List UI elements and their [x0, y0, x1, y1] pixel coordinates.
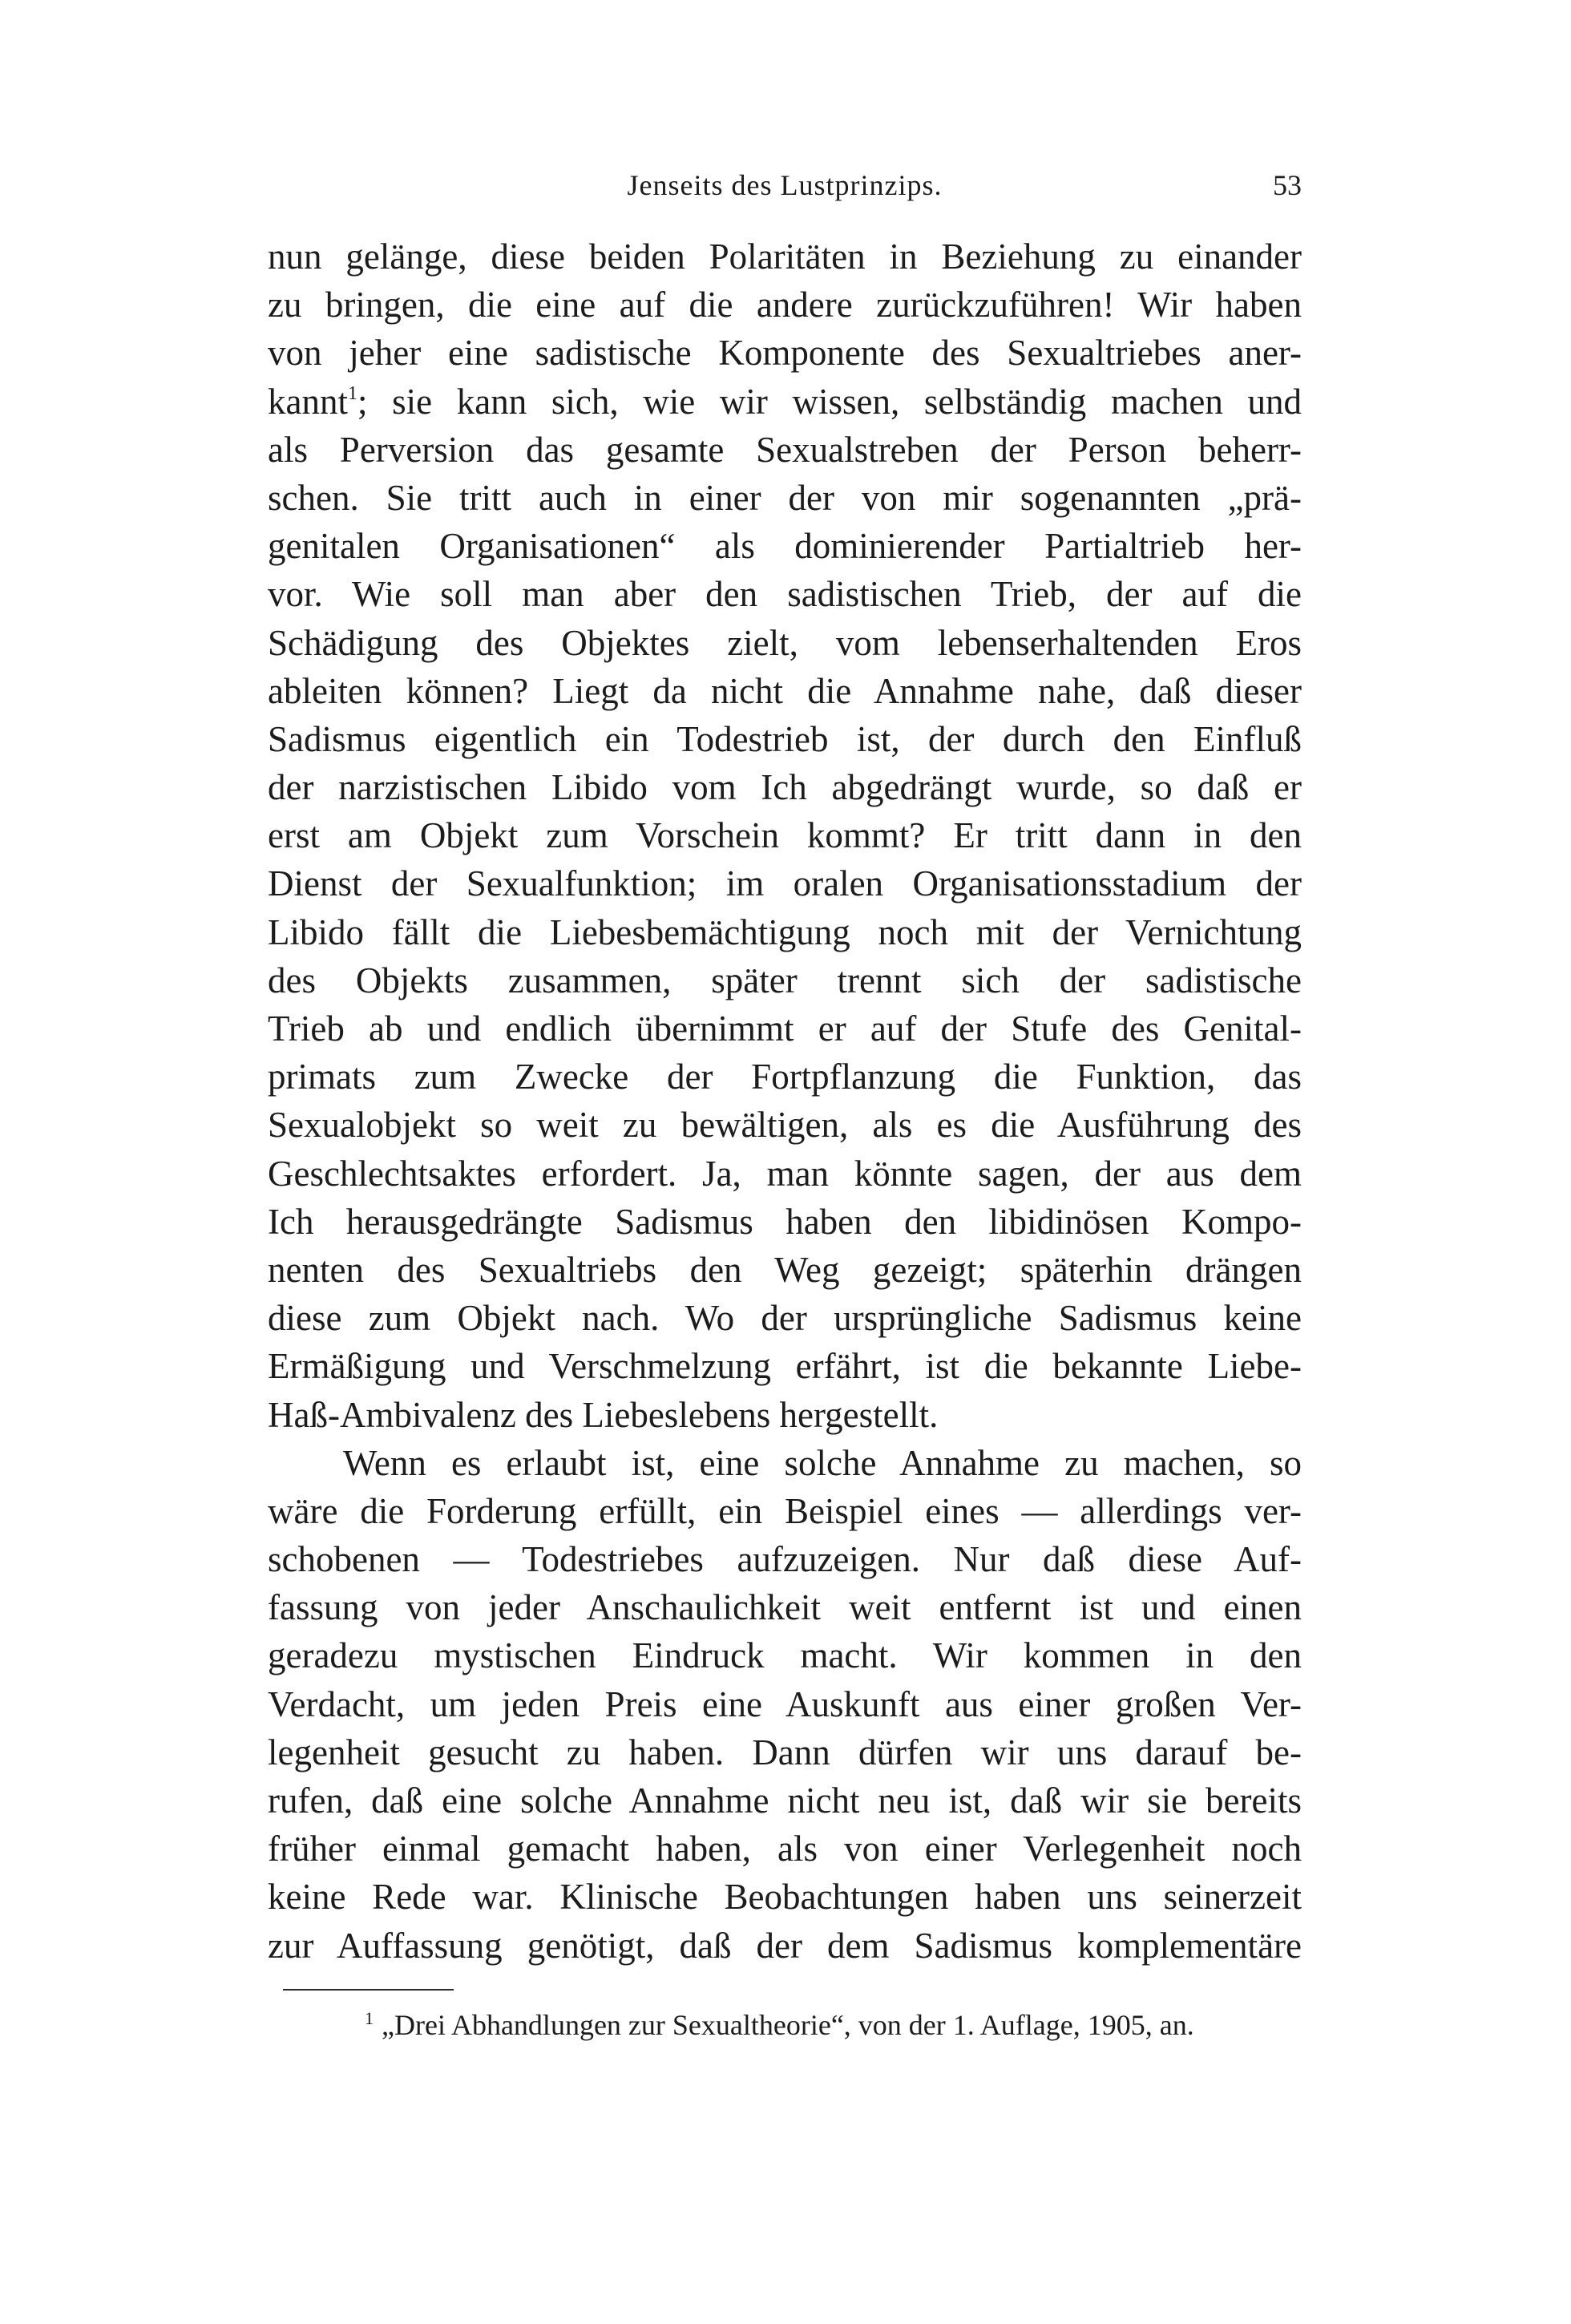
main-text	[268, 232, 1302, 1970]
text-line: geradezu mystischen Eindruck macht. Wir kommen in den	[268, 1635, 1302, 1676]
text-line: ableiten können? Liegt da nicht die Annahme nahe, daß dieser	[268, 670, 1302, 711]
text-line: wäre die Forderung erfüllt, ein Beispiel eines — allerdings ver-	[268, 1490, 1302, 1531]
text-segment: kannt	[268, 381, 348, 422]
text-line: der narzistischen Libido vom Ich abgedrängt wurde, so daß er	[268, 767, 1302, 808]
paragraph	[268, 1439, 1302, 1970]
text-line: rufen, daß eine solche Annahme nicht neu ist, daß wir sie bereits	[268, 1780, 1302, 1821]
text-line: Sadismus eigentlich ein Todestrieb ist, der durch den Einfluß	[268, 718, 1302, 759]
running-title: Jenseits des Lustprinzips.	[627, 169, 943, 201]
footnote	[365, 2008, 1194, 2042]
text-line: vor. Wie soll man aber den sadistischen Trieb, der auf die	[268, 574, 1302, 615]
text-line: erst am Objekt zum Vorschein kommt? Er tritt dann in den	[268, 815, 1302, 856]
text-line: des Objekts zusammen, später trennt sich der sadistische	[268, 960, 1302, 1000]
text-line: legenheit gesucht zu haben. Dann dürfen wir uns darauf be-	[268, 1732, 1302, 1772]
text-line: als Perversion das gesamte Sexualstreben der Person beherr-	[268, 429, 1302, 470]
text-line: von jeher eine sadistische Komponente des Sexualtriebes aner-	[268, 333, 1302, 374]
footnote-marker: 1	[365, 2008, 374, 2028]
text-line: Schädigung des Objektes zielt, vom lebenserhaltenden Eros	[268, 622, 1302, 663]
text-line: schobenen — Todestriebes aufzuzeigen. Nur daß diese Auf-	[268, 1539, 1302, 1580]
text-line: zu bringen, die eine auf die andere zurückzuführen! Wir haben	[268, 285, 1302, 325]
text-line: nun gelänge, diese beiden Polaritäten in Beziehung zu einander	[268, 236, 1302, 277]
text-line: Libido fällt die Liebesbemächtigung noch mit der Vernichtung	[268, 911, 1302, 952]
text-line: zur Auffassung genötigt, daß der dem Sadismus komplementäre	[268, 1925, 1302, 1966]
text-line: Trieb ab und endlich übernimmt er auf der Stufe des Genital-	[268, 1008, 1302, 1049]
page-number: 53	[1273, 169, 1302, 201]
footnote-text: „Drei Abhandlungen zur Sexualtheorie“, von der 1. Auflage, 1905, an.	[382, 2009, 1194, 2041]
text-line: fassung von jeder Anschaulichkeit weit entfernt ist und einen	[268, 1587, 1302, 1628]
text-line: Verdacht, um jeden Preis eine Auskunft aus einer großen Ver-	[268, 1683, 1302, 1724]
text-line	[268, 378, 1302, 426]
text-line: keine Rede war. Klinische Beobachtungen haben uns seinerzeit	[268, 1877, 1302, 1918]
text-line: primats zum Zwecke der Fortpflanzung die Funktion, das	[268, 1057, 1302, 1097]
text-segment: ; sie kann sich, wie wir wissen, selbständig machen und	[357, 381, 1302, 422]
footnote-reference: 1	[347, 382, 357, 404]
text-line: schen. Sie tritt auch in einer der von mir sogenannten „prä-	[268, 477, 1302, 518]
text-line: Dienst der Sexualfunktion; im oralen Organisationsstadium der	[268, 863, 1302, 904]
text-line: Wenn es erlaubt ist, eine solche Annahme zu machen, so	[343, 1442, 1302, 1483]
footnote-separator	[283, 1989, 454, 1991]
text-line: Ermäßigung und Verschmelzung erfährt, ist die bekannte Liebe-	[268, 1346, 1302, 1387]
text-line: Geschlechtsaktes erfordert. Ja, man könnte sagen, der aus dem	[268, 1153, 1302, 1194]
text-line: früher einmal gemacht haben, als von einer Verlegenheit noch	[268, 1829, 1302, 1869]
text-line: Sexualobjekt so weit zu bewältigen, als es die Ausführung des	[268, 1105, 1302, 1146]
text-line: nenten des Sexualtriebs den Weg gezeigt; späterhin drängen	[268, 1249, 1302, 1290]
paragraph	[268, 232, 1302, 1439]
text-line: diese zum Objekt nach. Wo der ursprüngliche Sadismus keine	[268, 1298, 1302, 1339]
text-line: genitalen Organisationen“ als dominierender Partialtrieb her-	[268, 526, 1302, 567]
text-line: Ich herausgedrängte Sadismus haben den libidinösen Kompo-	[268, 1201, 1302, 1242]
running-header	[268, 168, 1302, 208]
text-line: Haß-Ambivalenz des Liebeslebens hergestellt.	[268, 1394, 939, 1435]
